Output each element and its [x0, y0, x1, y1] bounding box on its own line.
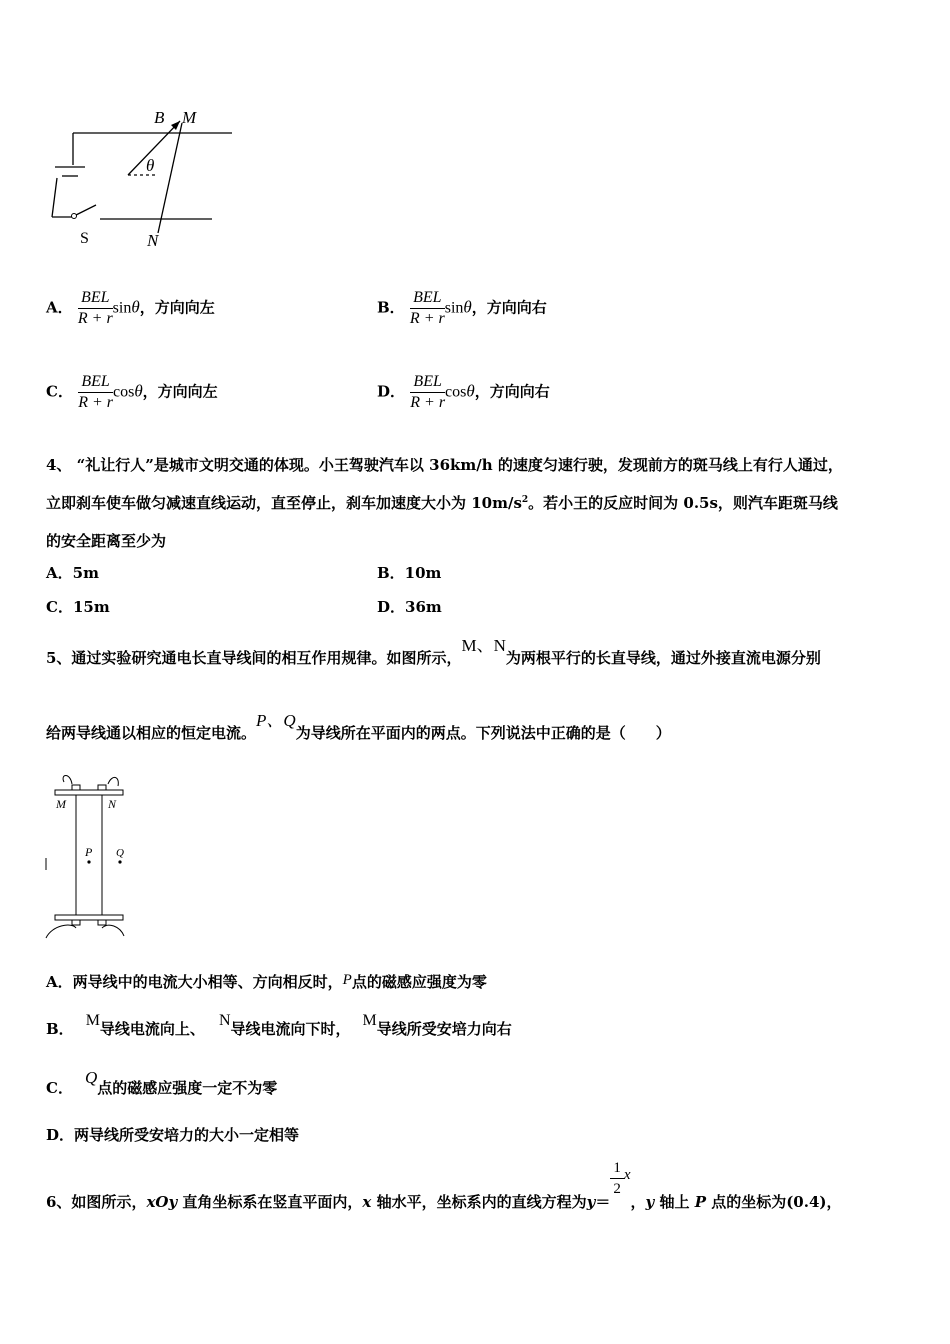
q5-option-c[interactable]: C．Q点的磁感应强度一定不为零 [46, 1068, 278, 1097]
label-theta: θ [146, 156, 155, 175]
q5-option-b[interactable]: B． M导线电流向上、 N导线电流向下时， M导线所受安培力向右 [46, 1012, 512, 1038]
fraction: $\frac{\text{BEL}}{R + r}$ [78, 373, 113, 411]
fraction-half: $\frac{1}{2}$ [610, 1158, 624, 1199]
q3-option-b[interactable]: B． $\frac{\text{BEL}}{R + r}$ sinθ，方向向右 [377, 289, 547, 327]
circuit-figure [40, 105, 240, 250]
q3-option-a[interactable]: A． $\frac{\text{BEL}}{R + r}$ sinθ，方向向左 [46, 289, 215, 327]
point-label-q: Q [116, 847, 124, 859]
q4-option-a[interactable]: A．5m [46, 564, 99, 582]
point-label-p: P [85, 845, 93, 859]
q6-stem-line1: 6、如图所示，xOy 直角坐标系在竖直平面内，x 轴水平，坐标系内的直线方程为y＝ $\frac{1}{2}$ x，y 轴上 P 点的坐标为(0.4)， [46, 1160, 842, 1211]
fraction: $\frac{\text{BEL}}{R + r}$ [77, 289, 113, 327]
label-s: S [80, 230, 89, 247]
q4-option-d[interactable]: D．36m [377, 598, 442, 616]
label-n: N [147, 231, 159, 250]
q4-option-c[interactable]: C．15m [46, 598, 110, 616]
q4-stem-line1: 4、 “礼让行人”是城市文明交通的体现。小王驾驶汽车以 36km/h 的速度匀速行驶，发现前方的斑马线上有行人通过， [46, 456, 843, 474]
q3-option-d[interactable]: D． $\frac{\text{BEL}}{R + r}$ cosθ，方向向右 [377, 373, 550, 411]
q3-option-c[interactable]: C． $\frac{\text{BEL}}{R + r}$ cosθ，方向向左 [46, 373, 218, 411]
q5-option-a[interactable]: A．两导线中的电流大小相等、方向相反时，P点的磁感应强度为零 [46, 972, 487, 991]
fraction: $\frac{\text{BEL}}{R + r}$ [410, 373, 446, 411]
fraction: $\frac{\text{BEL}}{R + r}$ [409, 289, 445, 327]
q4-stem-line3: 的安全距离至少为 [46, 532, 167, 550]
q4-stem-line2: 立即刹车使车做匀减速直线运动，直至停止，刹车加速度大小为 $10m/s^2$。若小王的反应时间为 0.5s，则汽车距斑马线 [46, 494, 838, 512]
parallel-wires-figure [42, 770, 137, 940]
wire-label-n: N [108, 797, 117, 811]
q5-option-d[interactable]: D．两导线所受安培力的大小一定相等 [46, 1126, 300, 1144]
label-m: M [182, 108, 197, 127]
q5-stem-line1: 5、通过实验研究通电长直导线间的相互作用规律。如图所示，M、N为两根平行的长直导线，通过外接直流电源分别 [46, 636, 821, 667]
q4-option-b[interactable]: B．10m [377, 564, 442, 582]
label-b: B [154, 108, 165, 127]
q5-stem-line2: 给两导线通以相应的恒定电流。P、Q为导线所在平面内的两点。下列说法中正确的是（ ） [46, 711, 671, 742]
wire-label-m: M [56, 797, 66, 811]
